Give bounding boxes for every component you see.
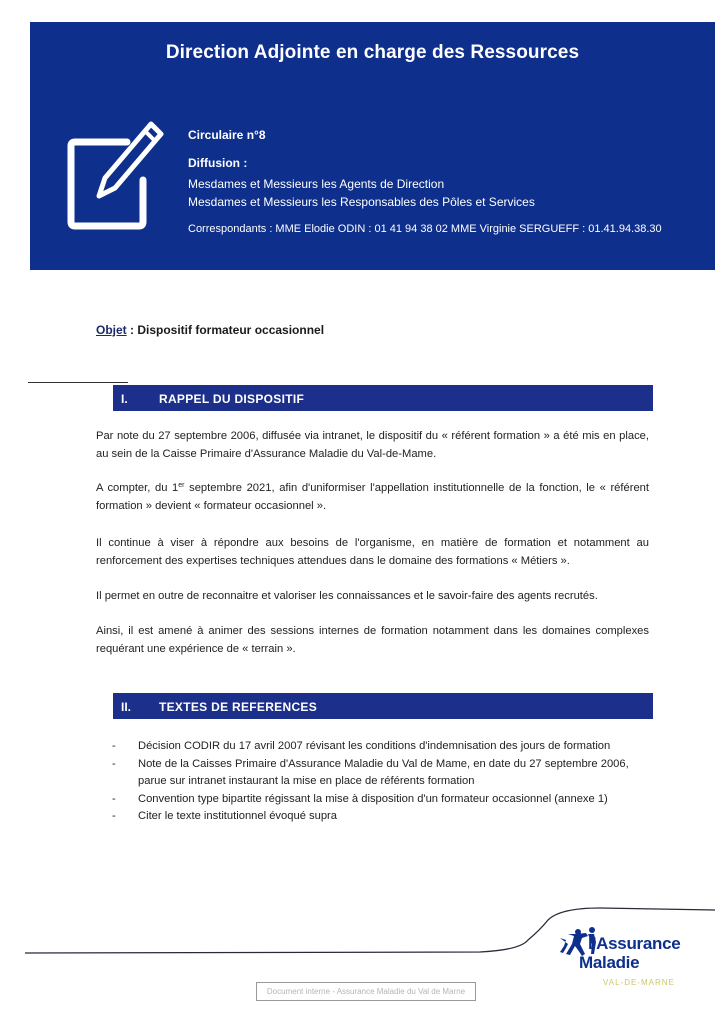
ordinal-suffix: er	[178, 482, 185, 489]
objet-line	[96, 323, 324, 337]
paragraph-text: A compter, du 1	[96, 482, 179, 494]
list-item-text: Note de la Caisses Primaire d'Assurance Maladie du Val de Mame, en date du 27 septembre 2006, parue sur intranet instaurant la mise en place de référents formation	[138, 757, 629, 787]
paragraph: Il permet en outre de reconnaitre et valoriser les connaissances et le savoir-faire des agents recrutés.	[96, 590, 598, 602]
logo-text-line1: l'Assurance	[588, 934, 681, 953]
divider-line	[28, 382, 128, 383]
edit-document-icon	[65, 118, 165, 230]
diffusion-line: Mesdames et Messieurs les Agents de Direction	[188, 177, 445, 191]
logo-text-line2: Maladie	[579, 953, 640, 972]
list-item	[112, 791, 652, 809]
objet-text: Dispositif formateur occasionnel	[137, 323, 325, 337]
bullet: -	[112, 810, 116, 822]
bullet: -	[112, 740, 116, 752]
paragraph: Ainsi, il est amené à animer des sessions internes de formation notamment dans les domaines complexes requérant une expérience de « terrain ».	[96, 625, 649, 655]
objet-separator: :	[126, 323, 138, 337]
diffusion-line: Mesdames et Messieurs les Responsables des Pôles et Services	[188, 195, 535, 209]
document-header-banner	[30, 22, 715, 270]
section-number: II.	[121, 700, 132, 714]
section-number: I.	[121, 392, 128, 406]
correspondants-line: Correspondants : MME Elodie ODIN : 01 41 94 38 02 MME Virginie SERGUEFF : 01.41.94.38.30	[188, 223, 662, 235]
bullet: -	[112, 757, 116, 770]
list-item	[112, 738, 652, 756]
list-item	[112, 808, 652, 826]
section-heading-rappel	[113, 385, 653, 411]
header-title: Direction Adjointe en charge des Ressources	[165, 42, 580, 63]
list-item-text: Décision CODIR du 17 avril 2007 révisant les conditions d'indemnisation des jours de formation	[138, 740, 611, 752]
references-list	[112, 738, 652, 826]
paragraph	[96, 479, 649, 515]
diffusion-label: Diffusion :	[188, 156, 248, 170]
paragraph: Il continue à viser à répondre aux besoins de l'organisme, en matière de formation et notamment au renforcement des expertises techniques attendues dans le domaine des formations « Métiers ».	[96, 537, 649, 567]
section-title: RAPPEL DU DISPOSITIF	[159, 392, 305, 406]
objet-label: Objet	[96, 323, 127, 337]
logo-text-line3: VAL-DE-MARNE	[603, 978, 675, 987]
circulaire-number: Circulaire n°8	[188, 128, 266, 142]
list-item-text: Convention type bipartite régissant la mise à disposition d'un formateur occasionnel (annexe 1)	[138, 792, 608, 805]
section-heading-textes	[113, 693, 653, 719]
paragraph: Par note du 27 septembre 2006, diffusée via intranet, le dispositif du « référent formation » a été mis en place, au sein de la Caisse Primaire d'Assurance Maladie du Val-de-Mame.	[96, 430, 649, 460]
classification-stamp: Document interne - Assurance Maladie du Val de Marne	[256, 982, 476, 1001]
paragraph-text: septembre 2021, afin d'uniformiser l'appellation institutionnelle de la fonction, le « référent formation » devient « formateur occasionnel ».	[96, 482, 649, 512]
list-item	[112, 756, 652, 791]
section-title: TEXTES DE REFERENCES	[159, 700, 318, 714]
bullet: -	[112, 792, 116, 805]
list-item-text: Citer le texte institutionnel évoqué supra	[138, 810, 338, 822]
